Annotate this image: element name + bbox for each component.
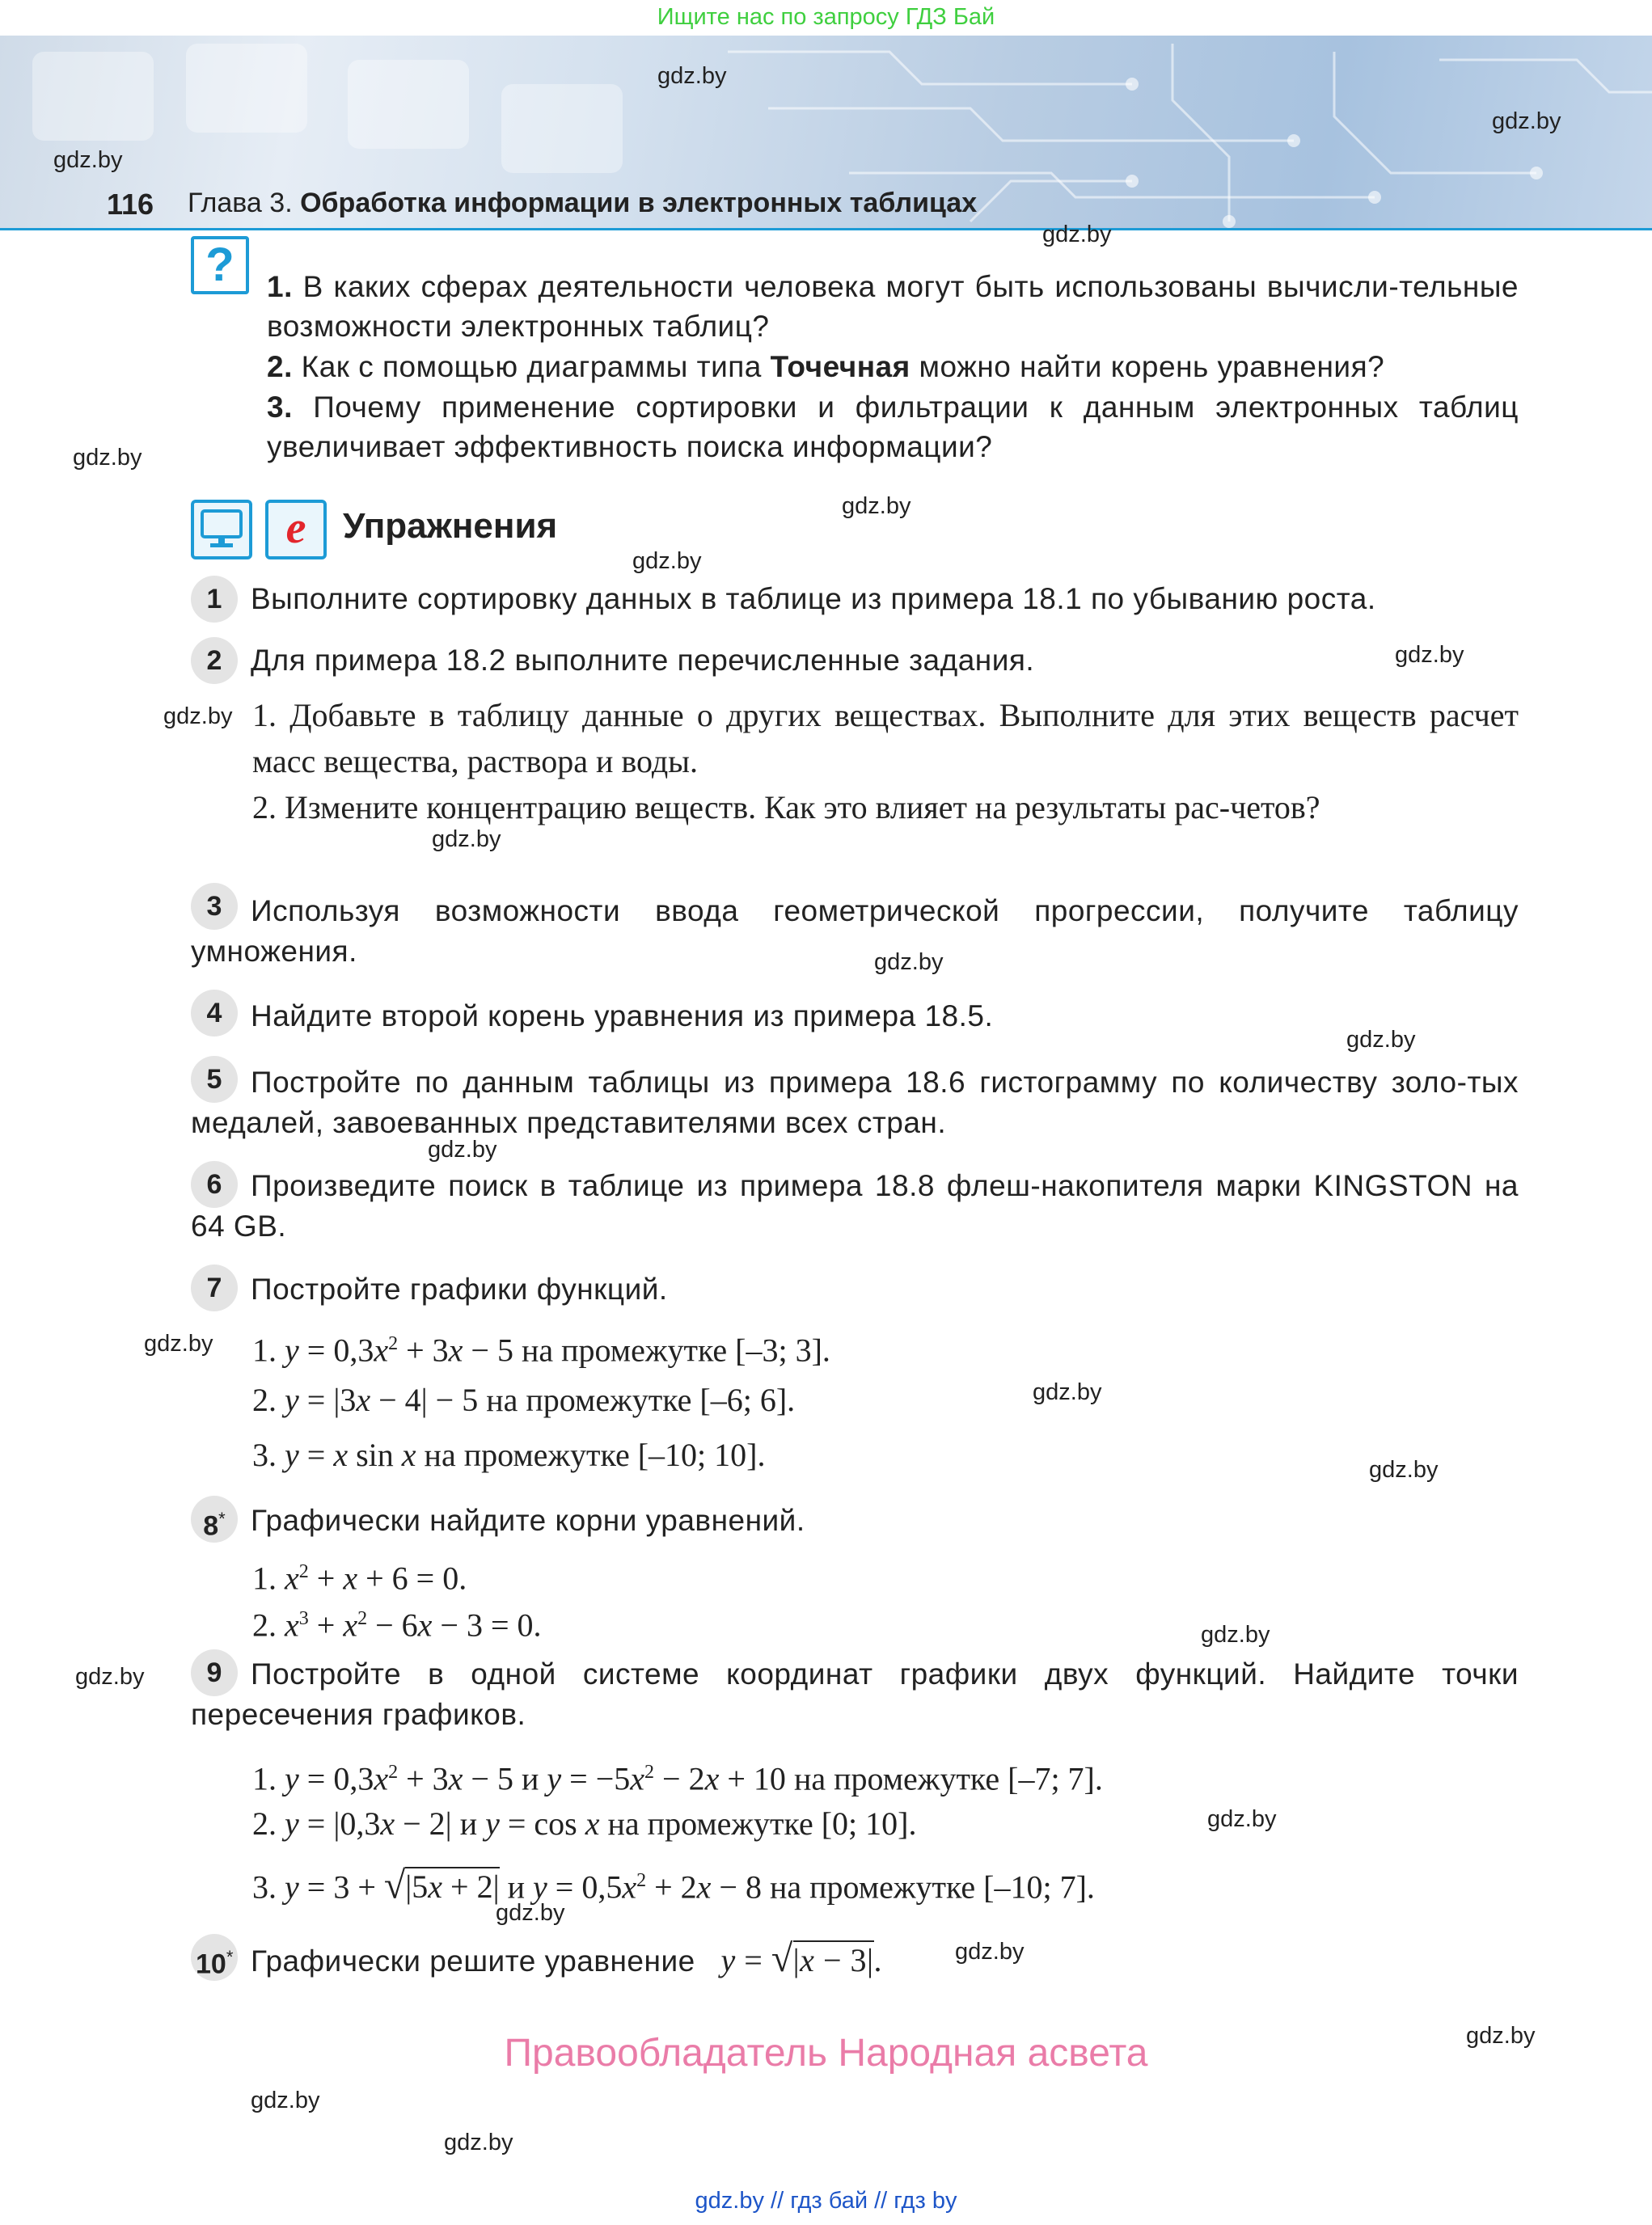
exercise-5-badge: 5: [191, 1056, 238, 1103]
exercise-4-badge: 4: [191, 990, 238, 1037]
watermark: gdz.by: [1033, 1379, 1102, 1405]
watermark: gdz.by: [144, 1331, 213, 1357]
watermark: gdz.by: [75, 1664, 145, 1690]
exercise-2-text: Для примера 18.2 выполните перечисленные задания.: [251, 644, 1035, 677]
watermark: gdz.by: [1042, 222, 1112, 247]
exercise-2-item-1: 1. Добавьте в таблицу данные о других веществах. Выполните для этих веществ расчет масс вещества, раствора и воды.: [252, 697, 1519, 779]
watermark: gdz.by: [1395, 642, 1464, 668]
exercise-8-formula-2: 2. $x^3 + x^2 - 6x - 3 = 0$.: [252, 1606, 542, 1644]
watermark: gdz.by: [1492, 108, 1561, 134]
exercise-3-badge: 3: [191, 883, 238, 930]
exercise-7-text: Постройте графики функций.: [251, 1273, 668, 1306]
exercise-5-text: Постройте по данным таблицы из примера 18.6 гистограмму по количеству золо-тых медалей, завоеванных представителями всех стран.: [191, 1066, 1519, 1139]
copyright-notice: Правообладатель Народная асвета: [504, 2032, 1148, 2075]
exercise-4-text: Найдите второй корень уравнения из примера 18.5.: [251, 999, 994, 1032]
question-1: 1. В каких сферах деятельности человека могут быть использованы вычисли-тельные возможности электронных таблиц?: [267, 270, 1519, 343]
question-3: 3. Почему применение сортировки и фильтрации к данным электронных таблиц увеличивает эффективность поиска информации?: [267, 391, 1519, 463]
watermark: gdz.by: [1346, 1027, 1416, 1053]
exercise-1-text: Выполните сортировку данных в таблице из примера 18.1 по убыванию роста.: [251, 582, 1376, 615]
watermark: gdz.by: [955, 1939, 1025, 1965]
watermark: gdz.by: [251, 2088, 320, 2113]
watermark: gdz.by: [842, 493, 911, 519]
watermark: gdz.by: [632, 548, 702, 574]
exercise-10-text: Графически решите уравнение y = √|x − 3|.: [251, 1937, 883, 1980]
question-mark-icon: ?: [191, 236, 249, 294]
watermark: gdz.by: [163, 703, 233, 729]
question-2: 2. Как с помощью диаграммы типа Точечная можно найти корень уравнения?: [267, 350, 1385, 383]
exercise-8-text: Графически найдите корни уравнений.: [251, 1504, 805, 1537]
exercise-10-badge: 10*: [191, 1934, 238, 1981]
exercise-7-badge: 7: [191, 1264, 238, 1311]
exercise-3-text: Используя возможности ввода геометрической прогрессии, получите таблицу умножения.: [191, 894, 1519, 968]
exercises-title: Упражнения: [343, 506, 558, 546]
header-divider: [0, 228, 1652, 230]
watermark: gdz.by: [428, 1137, 497, 1163]
exercise-6-text: Произведите поиск в таблице из примера 18.8 флеш-накопителя марки KINGSTON на 64 GB.: [191, 1169, 1519, 1243]
watermark: gdz.by: [1207, 1806, 1277, 1832]
watermark: gdz.by: [1201, 1622, 1270, 1648]
exercise-1-badge: 1: [191, 576, 238, 623]
watermark: gdz.by: [444, 2130, 513, 2155]
chapter-title: [188, 188, 977, 219]
watermark: gdz.by: [496, 1900, 565, 1926]
exercise-7-formula-3: 3. y = x sin x на промежутке [–10; 10].: [252, 1437, 766, 1473]
exercise-9-text: Постройте в одной системе координат графики двух функций. Найдите точки пересечения графиков.: [191, 1657, 1519, 1731]
watermark: gdz.by: [874, 949, 944, 975]
exercise-7-formula-1: 1. $y = 0,3x^2 + 3x - 5$ на промежутке [–3; 3].: [252, 1332, 830, 1369]
computer-monitor-icon: [191, 500, 252, 559]
exercise-2-badge: 2: [191, 637, 238, 684]
top-notice: Ищите нас по запросу ГДЗ Бай: [0, 0, 1652, 36]
exercise-2-item-2: 2. Измените концентрацию веществ. Как это влияет на результаты рас-четов?: [252, 789, 1320, 825]
exercise-9-formula-1: 1. $y = 0,3x^2 + 3x - 5$ и $y = -5x^2 - 2x + 10$ на промежутке [–7; 7].: [252, 1760, 1103, 1797]
exercise-9-badge: 9: [191, 1649, 238, 1696]
exercise-9-formula-3: 3. y = 3 + √|5x + 2| и $y = 0,5x^2 + 2x - 8$ на промежутке [–10; 7].: [252, 1864, 1095, 1907]
exercise-7-formula-2: 2. y = |3x − 4| − 5 на промежутке [–6; 6].: [252, 1382, 796, 1418]
exercise-9-formula-2: 2. y = |0,3x − 2| и y = cos x на промежутке [0; 10].: [252, 1805, 917, 1842]
watermark: gdz.by: [73, 445, 142, 471]
watermark: gdz.by: [657, 63, 727, 89]
watermark: gdz.by: [1369, 1457, 1439, 1483]
exercise-8-formula-1: 1. $x^2 + x + 6 = 0$.: [252, 1560, 467, 1597]
exercise-8-badge: 8*: [191, 1496, 238, 1543]
watermark: gdz.by: [53, 147, 123, 173]
e-letter-icon: e: [265, 500, 327, 559]
exercise-6-badge: 6: [191, 1161, 238, 1208]
watermark: gdz.by: [432, 826, 501, 852]
watermark: gdz.by: [1466, 2023, 1536, 2049]
chapter-prefix: Глава 3.: [188, 188, 293, 218]
chapter-name: Обработка информации в электронных таблицах: [300, 188, 978, 218]
footer-watermark: gdz.by // гдз бай // гдз by: [695, 2188, 957, 2214]
page-number: 116: [107, 188, 154, 221]
